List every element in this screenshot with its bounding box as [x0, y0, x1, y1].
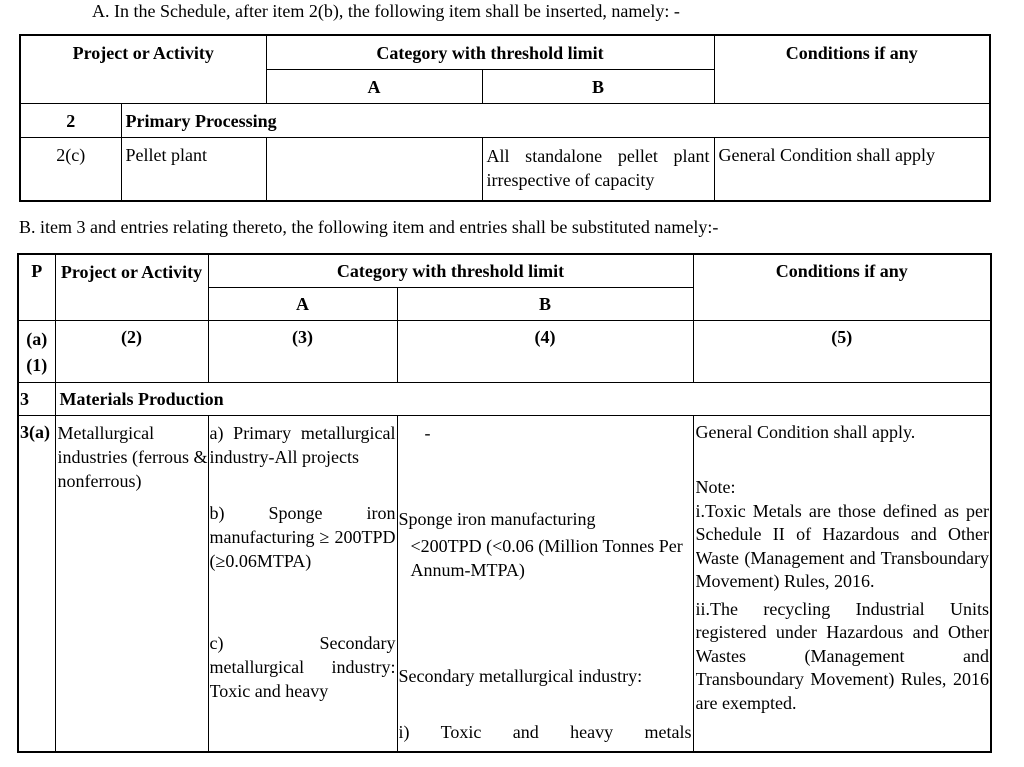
conditions-note-ii: ii.The recycling Industrial Units registered under Hazardous and Other Wastes (Management and Transboundary Movement) Rules, 2016 are exempted.: [695, 598, 989, 713]
col-b-dash: -: [424, 422, 431, 443]
numbering-3: (3): [208, 320, 397, 382]
header-conditions: Conditions if any: [714, 35, 990, 103]
row-project: Pellet plant: [121, 137, 266, 201]
section-a-intro: A. In the Schedule, after item 2(b), the following item shall be inserted, namely: -: [92, 1, 680, 21]
row-number: 3(a): [18, 415, 55, 752]
row-project: Metallurgical industries (ferrous & nonferrous): [55, 415, 208, 752]
col-b-sponge-detail: <200TPD (<0.06 (Million Tonnes Per Annum-MTPA): [410, 535, 683, 580]
row-col-b: [482, 137, 714, 201]
header-category: Category with threshold limit: [208, 254, 693, 287]
group-number: 2: [20, 103, 121, 137]
header-col-a: A: [266, 69, 482, 103]
numbering-5: (5): [693, 320, 991, 382]
row-col-b-line2: irrespective of capacity: [486, 169, 655, 190]
conditions-note-i: i.Toxic Metals are those defined as per Schedule II of Hazardous and Other Waste (Management and Transboundary Movement) Rules, 2016.: [695, 500, 989, 591]
group-title: Primary Processing: [121, 103, 990, 137]
col-a-item-b: b) Sponge iron manufacturing ≥ 200TPD (≥0.06MTPA): [209, 502, 396, 571]
col-b-secondary-i: i) Toxic and heavy metals: [398, 721, 692, 742]
col-b-secondary-title: Secondary metallurgical industry:: [398, 665, 643, 686]
col-a-item-a: a) Primary metallurgical industry-All projects: [209, 422, 396, 467]
group-number: 3: [18, 382, 55, 415]
row-col-a: [208, 415, 397, 752]
header-project: Project or Activity: [55, 254, 208, 320]
conditions-note-label: Note:: [695, 477, 736, 497]
row-conditions: General Condition shall apply: [714, 137, 990, 201]
header-project: Project or Activity: [20, 35, 266, 103]
row-col-a: [266, 137, 482, 201]
group-title: Materials Production: [55, 382, 991, 415]
row-number: 2(c): [20, 137, 121, 201]
header-category: Category with threshold limit: [266, 35, 714, 69]
col-a-item-c: c) Secondary metallurgical industry: Toxic and heavy: [209, 632, 396, 701]
row-conditions: [693, 415, 991, 752]
header-col-b: B: [397, 287, 693, 320]
header-col-a: A: [208, 287, 397, 320]
row-col-b: [397, 415, 693, 752]
schedule-table-b: [17, 253, 992, 753]
numbering-4: (4): [397, 320, 693, 382]
conditions-general: General Condition shall apply.: [695, 421, 916, 442]
section-b-intro: B. item 3 and entries relating thereto, the following item and entries shall be substituted namely:-: [19, 217, 719, 237]
col-b-sponge-title: Sponge iron manufacturing: [398, 508, 596, 529]
row-col-b-line1: All standalone pellet plant: [486, 145, 710, 166]
schedule-table-a: [19, 34, 991, 202]
numbering-1: (a) (1): [18, 320, 55, 382]
header-p: P: [18, 254, 55, 320]
numbering-2: (2): [55, 320, 208, 382]
header-col-b: B: [482, 69, 714, 103]
header-conditions: Conditions if any: [693, 254, 991, 320]
